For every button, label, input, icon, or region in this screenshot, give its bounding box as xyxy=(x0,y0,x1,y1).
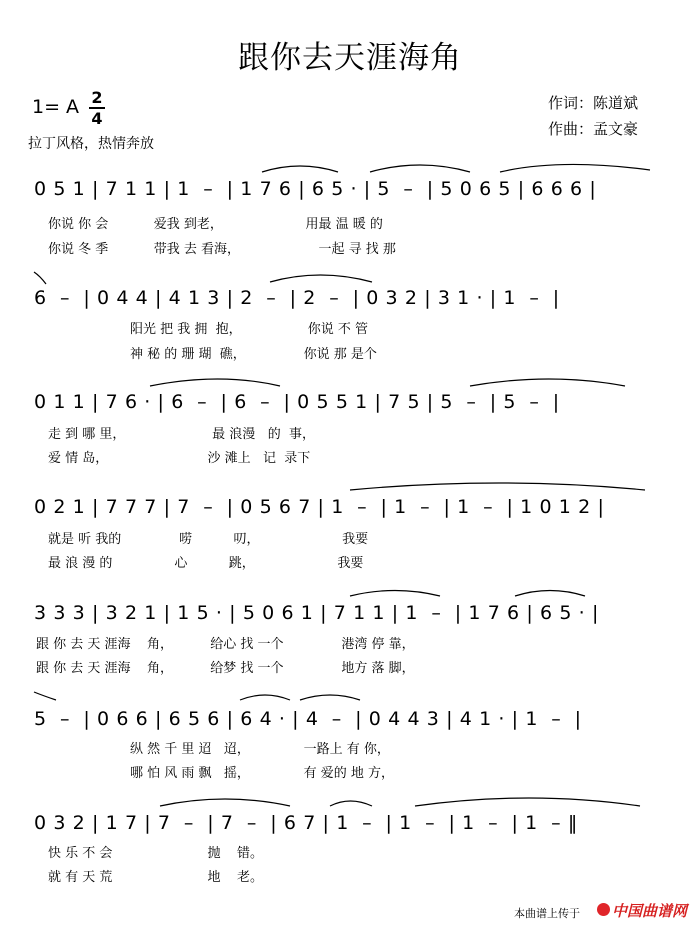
slur-9 xyxy=(515,591,585,597)
slur-10 xyxy=(240,695,290,700)
lyricist-credit: 作词：陈道斌 xyxy=(548,94,639,112)
line-start-tie-6 xyxy=(34,692,56,700)
lyric-line-6-verse-2: 哪 怕 风 雨 飘 摇， 有 爱的 地 方， xyxy=(130,766,395,781)
notation-line-4: 0 2 1 | 7 7 7 | 7 – | 0 5 6 7 | 1 – | 1 – | 1 – | 1 0 1 2 | xyxy=(34,496,605,518)
slur-4 xyxy=(270,275,372,282)
brand-name: 中国曲谱网 xyxy=(612,902,688,920)
slur-3 xyxy=(500,164,650,172)
lyric-line-3-verse-2: 爱 情 岛， 沙 滩上 记 录下 xyxy=(48,451,311,466)
lyric-line-2-verse-2: 神 秘 的 珊 瑚 礁， 你说 那 是个 xyxy=(130,347,377,362)
notation-line-1: 0 5 1 | 7 1 1 | 1 – | 1 7 6 | 6 5 · | 5 – | 5 0 6 5 | 6 6 6 | xyxy=(34,178,597,200)
time-signature xyxy=(89,89,105,127)
lyric-line-3-verse-1: 走 到 哪 里， 最 浪漫 的 事， xyxy=(48,427,315,442)
notation-line-2: 6 – | 0 4 4 | 4 1 3 | 2 – | 2 – | 0 3 2 | 3 1 · | 1 – | xyxy=(34,287,560,309)
lyric-line-1-verse-1: 你说 你 会 爱我 到老， 用最 温 暖 的 xyxy=(48,217,383,232)
slur-1 xyxy=(262,166,338,172)
slur-2 xyxy=(370,165,470,172)
lyric-line-6-verse-1: 纵 然 千 里 迢 迢， 一路上 有 你， xyxy=(130,742,390,757)
slur-14 xyxy=(415,798,640,806)
slur-8 xyxy=(350,591,440,597)
lyric-line-7-verse-2: 就 有 天 荒 地 老。 xyxy=(48,870,263,885)
key-signature: 1= A xyxy=(32,96,80,118)
slur-5 xyxy=(150,379,280,386)
notation-line-6: 5 – | 0 6 6 | 6 5 6 | 6 4 · | 4 – | 0 4 4 3 | 4 1 · | 1 – | xyxy=(34,708,582,730)
notation-line-7: 0 3 2 | 1 7 | 7 – | 7 – | 6 7 | 1 – | 1 – | 1 – | 1 – ‖ xyxy=(34,812,578,834)
lyric-line-2-verse-1: 阳光 把 我 拥 抱， 你说 不 管 xyxy=(130,322,369,337)
upload-note: 本曲谱上传于 xyxy=(514,907,580,920)
slur-11 xyxy=(300,695,360,700)
slur-12 xyxy=(160,799,290,806)
slur-13 xyxy=(330,801,372,806)
time-signature-top: 2 xyxy=(91,88,103,107)
notation-line-5: 3 3 3 | 3 2 1 | 1 5 · | 5 0 6 1 | 7 1 1 | 1 – | 1 7 6 | 6 5 · | xyxy=(34,602,599,624)
lyric-line-1-verse-2: 你说 冬 季 带我 去 看海， 一起 寻 找 那 xyxy=(48,242,396,257)
lyric-line-7-verse-1: 快 乐 不 会 抛 错。 xyxy=(48,846,263,861)
line-start-tie-2 xyxy=(34,272,46,284)
composer-credit: 作曲：孟文豪 xyxy=(548,120,639,138)
style-marking: 拉丁风格，热情奔放 xyxy=(28,136,154,152)
page-title: 跟你去天涯海角 xyxy=(238,40,462,76)
slur-6 xyxy=(470,379,625,386)
notation-line-3: 0 1 1 | 7 6 · | 6 – | 6 – | 0 5 5 1 | 7 5 | 5 – | 5 – | xyxy=(34,391,560,413)
lyric-line-4-verse-1: 就是 听 我的 唠 叨， 我要 xyxy=(48,532,369,547)
lyric-line-5-verse-1: 跟 你 去 天 涯海 角， 给心 找 一个 港湾 停 靠， xyxy=(36,637,415,652)
brand-logo-icon xyxy=(597,903,610,916)
slur-7 xyxy=(350,483,645,490)
lyric-line-4-verse-2: 最 浪 漫 的 心 跳， 我要 xyxy=(48,556,364,571)
lyric-line-5-verse-2: 跟 你 去 天 涯海 角， 给梦 找 一个 地方 落 脚， xyxy=(36,661,415,676)
time-signature-bottom: 4 xyxy=(91,109,103,128)
